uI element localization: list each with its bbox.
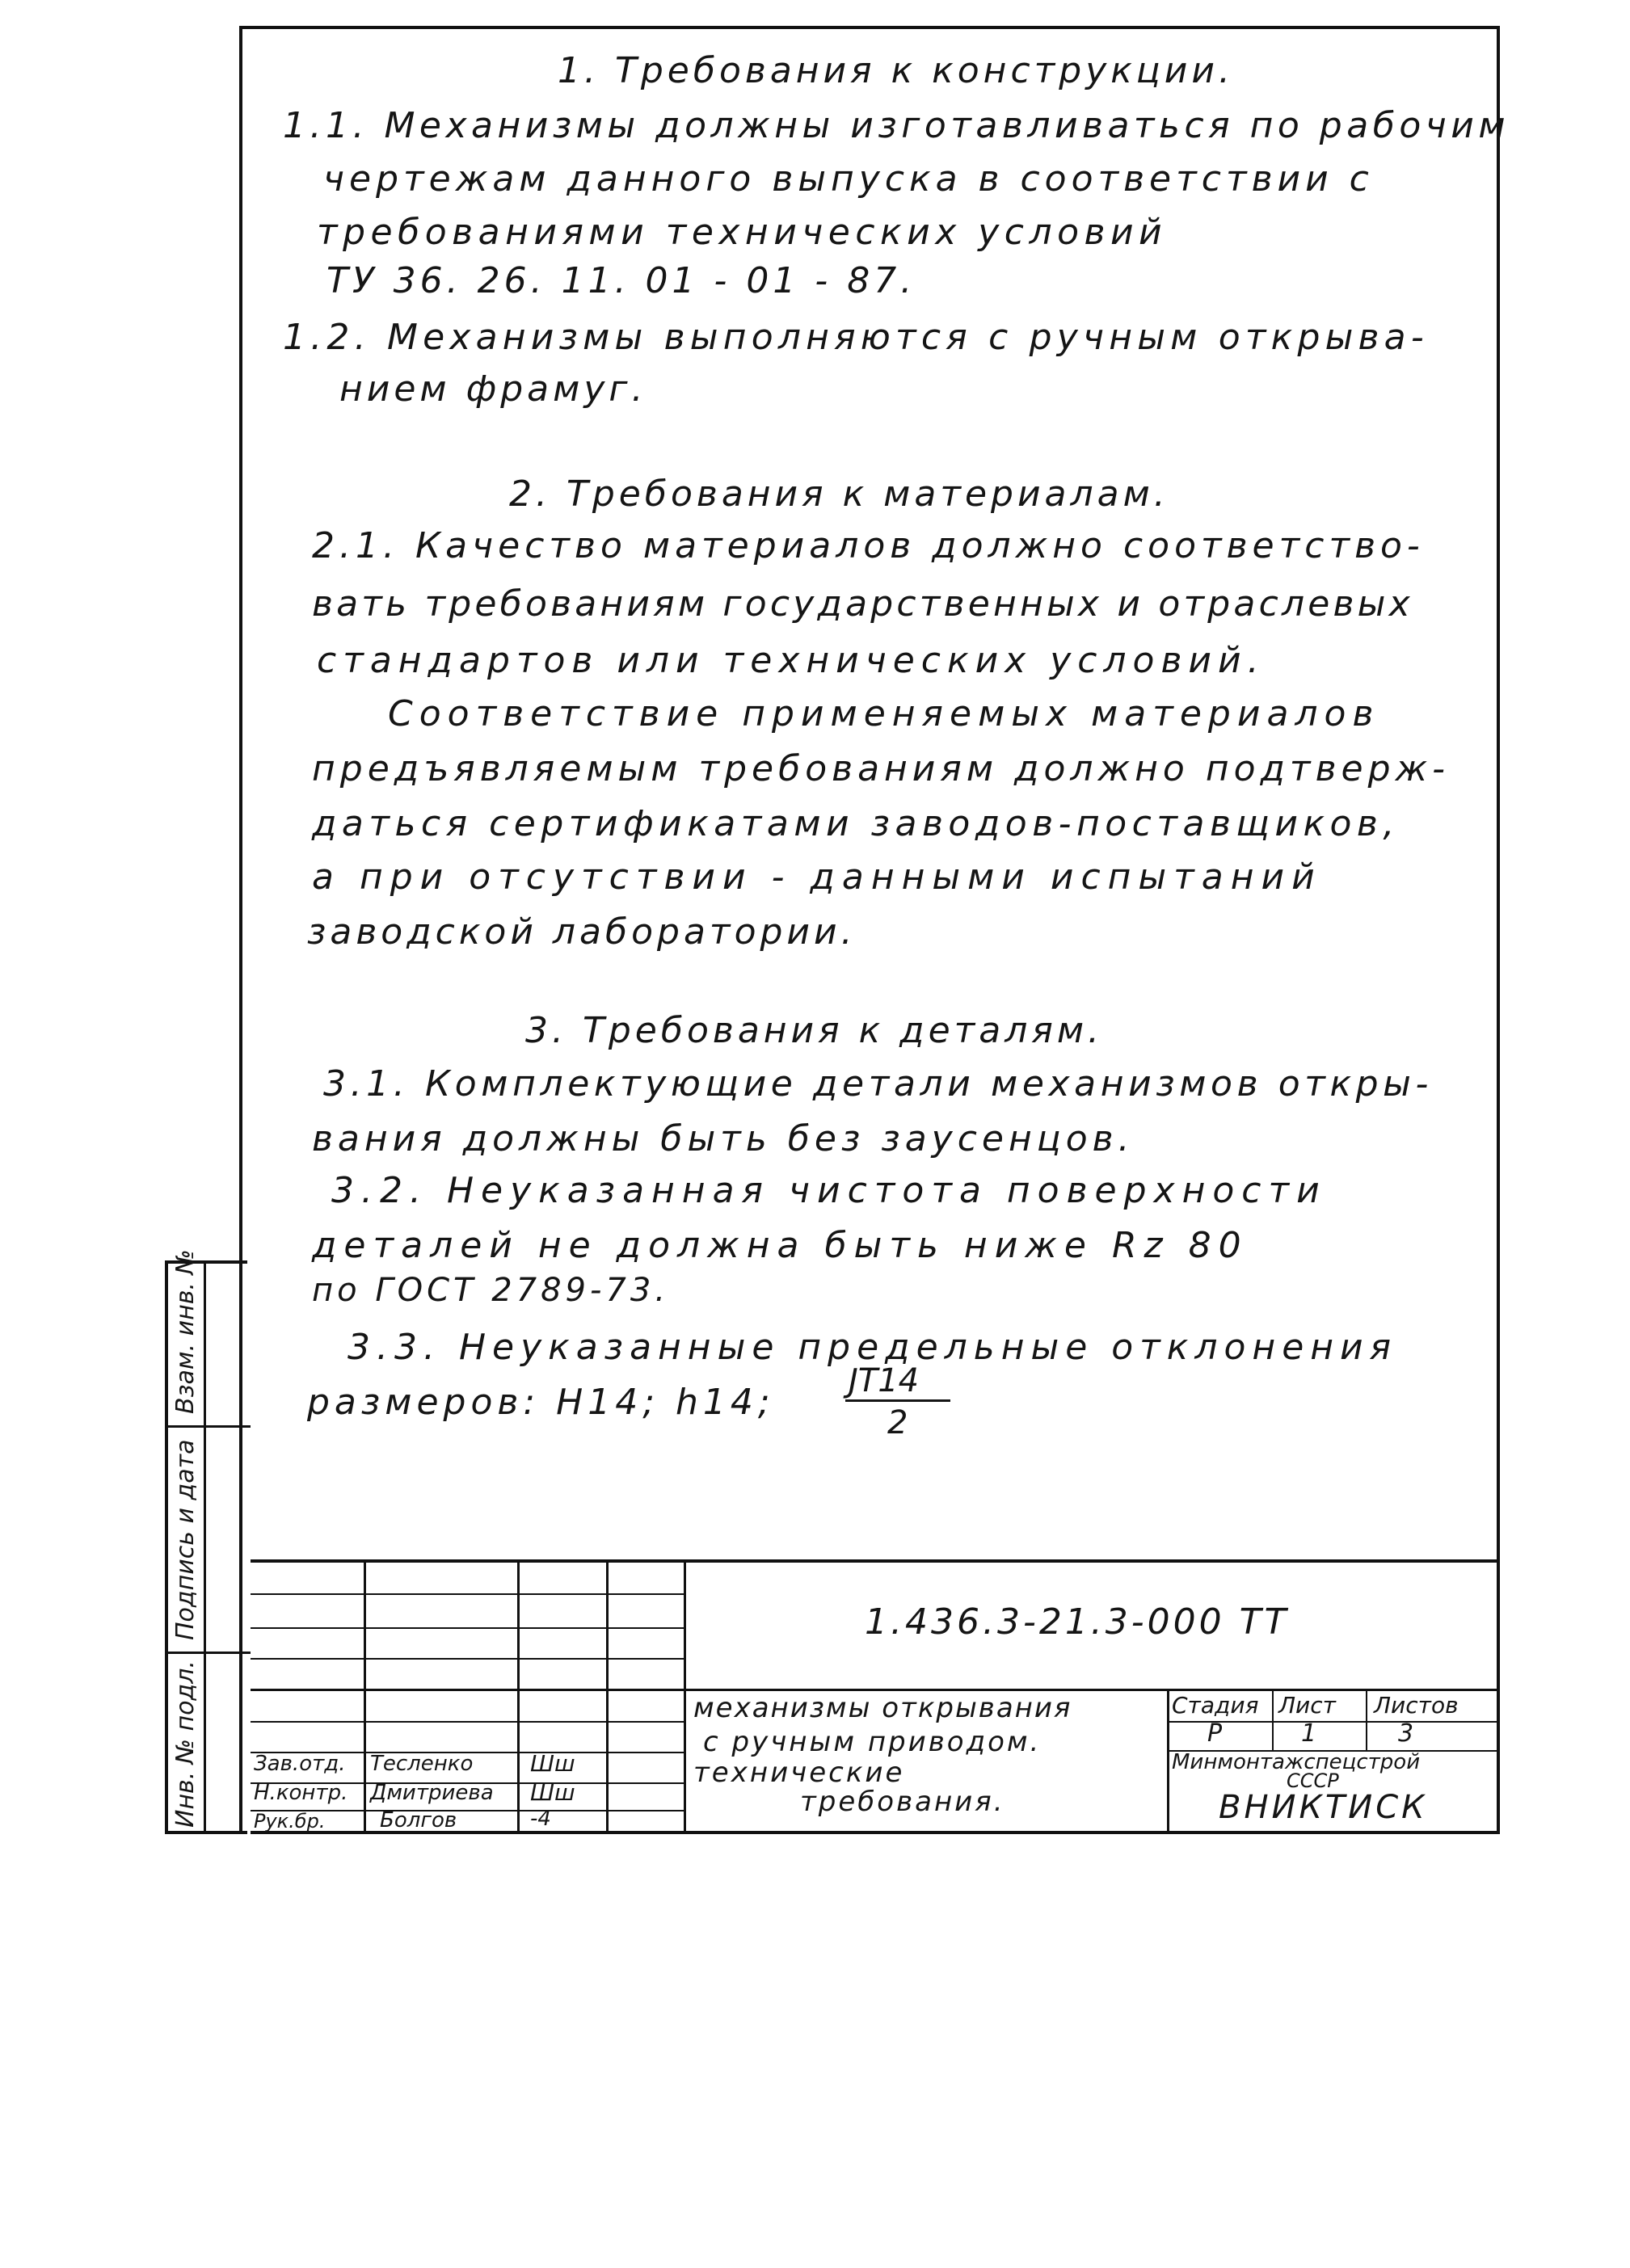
stage-value: Р: [1207, 1719, 1223, 1748]
sheets-value: 3: [1398, 1719, 1414, 1748]
req-1-1-line3: требованиями технических условий: [317, 212, 1168, 253]
req-2-1-line6: даться сертификатами заводов-поставщиков,: [312, 803, 1400, 844]
req-3-2-line3: по ГОСТ 2789-73.: [312, 1272, 670, 1309]
row-1-name: Тесленко: [370, 1752, 474, 1776]
row-1-role: Зав.отд.: [254, 1752, 346, 1776]
document-code: 1.436.3-21.3-000 ТТ: [865, 1601, 1290, 1643]
side-label-sign-date: Подпись и дата: [171, 1439, 200, 1640]
section-1-heading: 1. Требования к конструкции.: [558, 50, 1234, 91]
doc-name-line4: требования.: [800, 1786, 1005, 1818]
row-2-role: Н.контр.: [254, 1781, 348, 1805]
req-1-1-line4: ТУ 36. 26. 11. 01 - 01 - 87.: [326, 260, 916, 301]
req-2-1-line8: заводской лаборатории.: [307, 911, 857, 953]
tolerance-fraction-denominator: 2: [887, 1404, 908, 1441]
row-3-name: Болгов: [380, 1808, 457, 1832]
req-3-3-line2: размеров: H14; h14;: [307, 1382, 775, 1423]
req-3-1-line1: 3.1. Комплектующие детали механизмов откры-: [323, 1063, 1433, 1105]
tolerance-fraction-numerator: JT14: [849, 1362, 920, 1399]
req-1-1-line2: чертежам данного выпуска в соответствии с: [323, 158, 1374, 200]
req-1-2-line2: нием фрамуг.: [339, 368, 647, 410]
req-3-3-line1: 3.3. Неуказанные предельные отклонения: [347, 1327, 1398, 1368]
req-1-2-line1: 1.2. Механизмы выполняются с ручным открыва-: [283, 317, 1429, 358]
row-3-signature: -4: [530, 1807, 551, 1831]
sheet-value: 1: [1301, 1719, 1317, 1748]
section-2-heading: 2. Требования к материалам.: [509, 473, 1169, 515]
tolerance-fraction-bar: [845, 1399, 950, 1402]
row-1-signature: Шш: [530, 1750, 575, 1777]
side-label-inv-no: Инв. № подл.: [171, 1660, 200, 1828]
col-header-stage: Стадия: [1172, 1692, 1259, 1719]
req-2-1-line7: а при отсутствии - данными испытаний: [312, 856, 1322, 898]
req-2-1-line2: вать требованиям государственных и отраслевых: [312, 583, 1413, 625]
section-3-heading: 3. Требования к деталям.: [525, 1010, 1104, 1051]
row-2-name: Дмитриева: [370, 1781, 494, 1805]
col-header-sheet: Лист: [1278, 1692, 1336, 1719]
row-2-signature: Шш: [530, 1779, 575, 1806]
doc-name-line1: механизмы открывания: [693, 1692, 1072, 1724]
req-2-1-line5: предъявляемым требованиям должно подтверж-: [312, 748, 1451, 789]
req-3-1-line2: вания должны быть без заусенцов.: [312, 1118, 1135, 1159]
col-header-sheets: Листов: [1374, 1692, 1459, 1719]
req-2-1-line3: стандартов или технических условий.: [317, 640, 1266, 681]
req-2-1-line1: 2.1. Качество материалов должно соответство-: [312, 525, 1425, 566]
row-3-role: Рук.бр.: [254, 1810, 326, 1832]
req-3-2-line2: деталей не должна быть ниже Rz 80: [312, 1225, 1249, 1266]
side-label-vzam-inv: Взам. инв. №: [171, 1249, 200, 1414]
organization-country: СССР: [1287, 1769, 1339, 1792]
doc-name-line3: технические: [693, 1757, 905, 1789]
organization-ministry: Минмонтажспецстрой: [1172, 1750, 1421, 1774]
doc-name-line2: с ручным приводом.: [703, 1726, 1042, 1758]
organization-institute: ВНИКТИСК: [1219, 1789, 1428, 1826]
req-1-1-line1: 1.1. Механизмы должны изготавливаться по рабочим: [283, 105, 1510, 146]
req-3-2-line1: 3.2. Неуказанная чистота поверхности: [331, 1170, 1327, 1211]
req-2-1-line4: Соответствие применяемых материалов: [388, 693, 1380, 734]
